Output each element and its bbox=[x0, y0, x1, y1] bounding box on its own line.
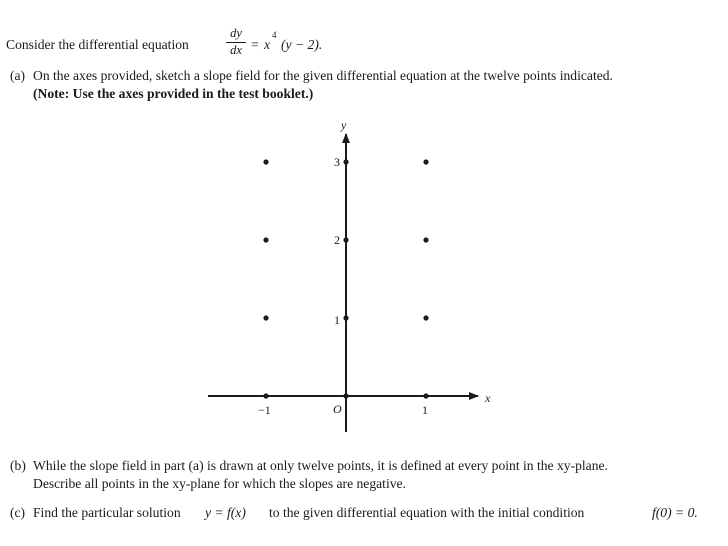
grid-point-5 bbox=[423, 315, 428, 320]
grid-point-3 bbox=[263, 315, 268, 320]
x-tick-label-neg1: −1 bbox=[258, 403, 271, 417]
part-c-text-b: to the given differential equation with the initial condition bbox=[269, 505, 585, 520]
grid-point-7 bbox=[343, 237, 348, 242]
y-tick-label-2: 2 bbox=[334, 233, 340, 247]
equation-rest: (y − 2). bbox=[281, 37, 323, 52]
grid-point-10 bbox=[343, 159, 348, 164]
y-axis-label: y bbox=[341, 118, 347, 132]
part-c-math-a: y = f(x) bbox=[205, 505, 246, 520]
equation-equals: = bbox=[251, 37, 259, 52]
grid-point-8 bbox=[423, 237, 428, 242]
fraction-denominator: dx bbox=[230, 43, 242, 57]
grid-point-0 bbox=[263, 393, 268, 398]
part-a-label: (a) bbox=[10, 68, 26, 83]
part-b-line1: While the slope field in part (a) is drawn at only twelve points, it is defined at every point in the xy-plane. bbox=[33, 458, 608, 473]
x-axis-label: x bbox=[485, 391, 491, 405]
part-a-text: On the axes provided, sketch a slope field for the given differential equation at the twelve points indicated. bbox=[33, 68, 613, 83]
equation-x: x bbox=[264, 37, 271, 52]
x-tick-label-1: 1 bbox=[422, 403, 428, 417]
part-c-label: (c) bbox=[10, 505, 26, 520]
part-c-text-a: Find the particular solution bbox=[33, 505, 181, 520]
part-b-label: (b) bbox=[10, 458, 26, 473]
grid-point-2 bbox=[423, 393, 428, 398]
grid-point-11 bbox=[423, 159, 428, 164]
grid-point-4 bbox=[343, 315, 348, 320]
fraction-numerator: dy bbox=[230, 26, 242, 40]
intro-lead: Consider the differential equation bbox=[6, 37, 189, 52]
part-c-math-b: f(0) = 0. bbox=[652, 505, 698, 520]
part-b-line2: Describe all points in the xy-plane for which the slopes are negative. bbox=[33, 476, 406, 491]
y-tick-label-3: 3 bbox=[334, 155, 340, 169]
grid-point-1 bbox=[343, 393, 348, 398]
part-a-note: (Note: Use the axes provided in the test booklet.) bbox=[33, 86, 314, 101]
grid-point-9 bbox=[263, 159, 268, 164]
y-tick-label-1: 1 bbox=[334, 313, 340, 327]
origin-label: O bbox=[333, 402, 342, 416]
equation-exponent: 4 bbox=[272, 30, 277, 40]
grid-point-6 bbox=[263, 237, 268, 242]
